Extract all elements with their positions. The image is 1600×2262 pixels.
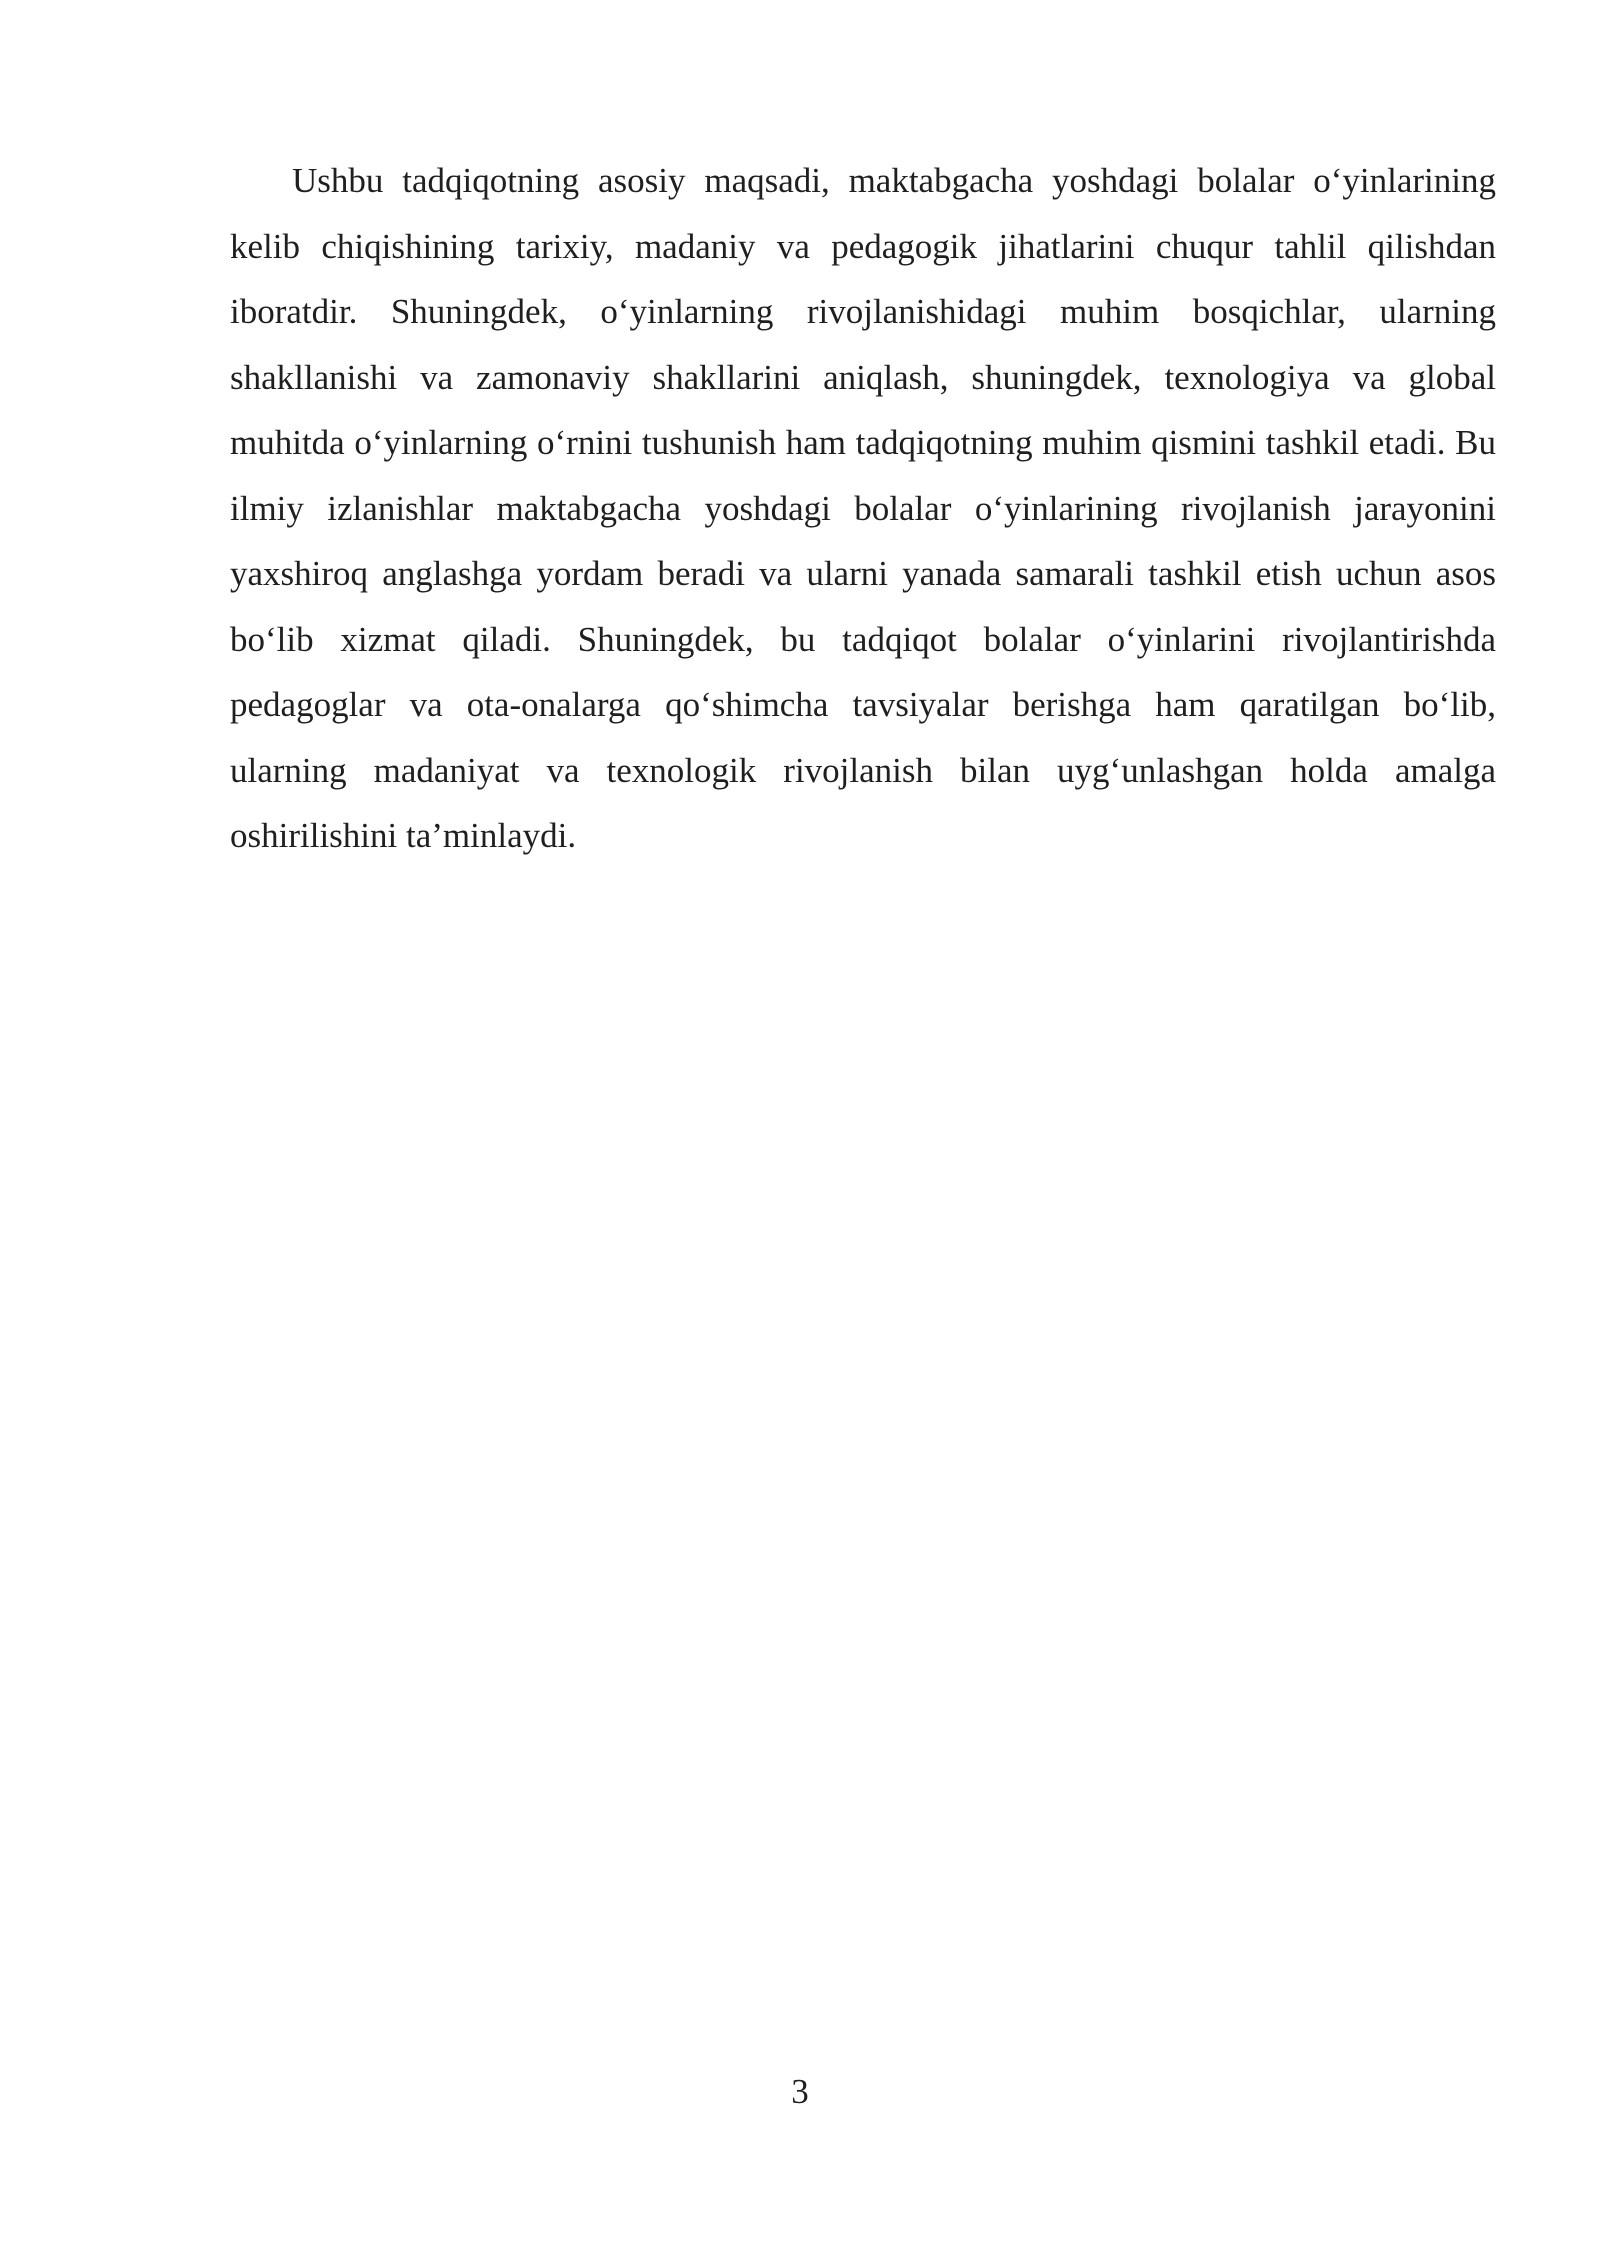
paragraph: Ushbu tadqiqotning asosiy maqsadi, maktabgacha yoshdagi bolalar o‘yinlarining kelib chiqishining tarixiy, madaniy va pedagogik jihatlarini chuqur tahlil qilishdan iboratdir. Shuningdek, o‘yinlarning rivojlanishidagi muhim bosqichlar, ularning shakllanishi va zamonaviy shakllarini aniqlash, shuningdek, texnologiya va global muhitda o‘yinlarning o‘rnini tushunish ham tadqiqotning muhim qismini tashkil etadi. Bu ilmiy izlanishlar maktabgacha yoshdagi bolalar o‘yinlarining rivojlanish jarayonini yaxshiroq anglashga yordam beradi va ularni yanada samarali tashkil etish uchun asos bo‘lib xizmat qiladi. Shuningdek, bu tadqiqot bolalar o‘yinlarini rivojlantirishda pedagoglar va ota-onalarga qo‘shimcha tavsiyalar berishga ham qaratilgan bo‘lib, ularning madaniyat va texnologik rivojlanish bilan uyg‘unlashgan holda amalga oshirilishini ta’minlaydi.: [230, 161, 1496, 855]
page-number: 3: [791, 2072, 809, 2111]
body-text: [230, 148, 1496, 869]
